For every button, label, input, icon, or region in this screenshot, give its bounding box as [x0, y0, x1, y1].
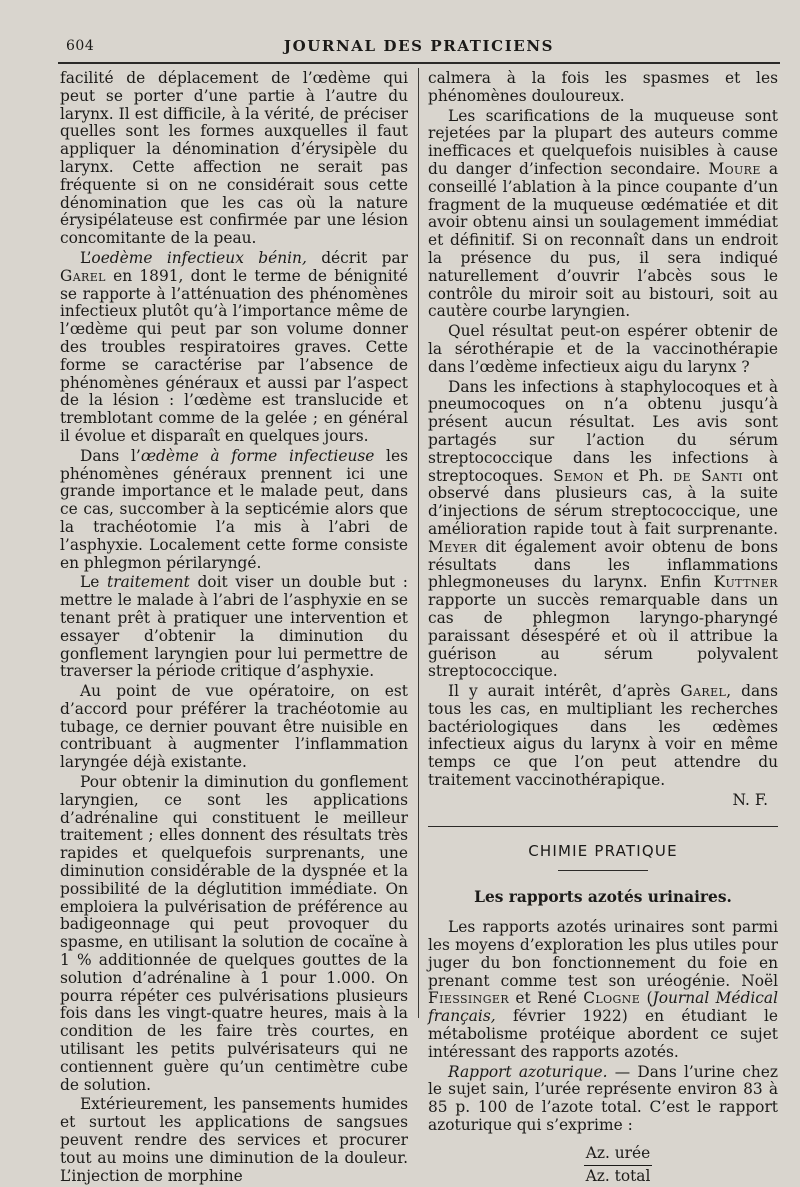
section-rule	[428, 826, 778, 827]
author-name: Meyer	[428, 537, 478, 556]
author-name: Garel	[60, 266, 106, 285]
formula-numerator: Az. urée	[584, 1145, 653, 1166]
right-paragraph-3: Quel résultat peut-on espérer obtenir de la sérothérapie et de la vaccinothérapie dans l’œdème infectieux aigu du larynx ?	[428, 322, 778, 376]
header-rule	[58, 62, 780, 64]
right-paragraph-7: Rapport azoturique. — Dans l’urine chez le sujet sain, l’urée représente environ 83 à 85 p. 100 de l’azote total. C’est le rapport azoturique qui s’exprime :	[428, 1062, 778, 1135]
right-column	[428, 70, 778, 1185]
formula-denominator: Az. total	[585, 1166, 651, 1185]
author-name: Clogne	[583, 989, 641, 1008]
author-name: de Santi	[673, 466, 743, 485]
column-divider	[418, 68, 419, 1018]
author-name: Kuttner	[713, 573, 778, 592]
author-name: Semon	[553, 466, 604, 485]
journal-reference: Journal Médical français,	[428, 989, 778, 1026]
azoturic-ratio-formula	[428, 1145, 778, 1186]
right-paragraph-1: calmera à la fois les spasmes et les phénomènes douloureux.	[428, 69, 778, 105]
right-paragraph-6: Les rapports azotés urinaires sont parmi les moyens d’exploration les plus utiles pour juger du bon fonctionnement du foie en prenant comme test son uréogénie. Noël Fiessinger et René Clogne (Journal Médical français, février 1922) en étudiant le métabolisme protéique abordent ce sujet intéressant des rapports azotés.	[428, 918, 778, 1061]
emphasis: traitement	[107, 573, 190, 592]
right-paragraph-5: Il y aurait intérêt, d’après Garel, dans tous les cas, en multipliant les recherches bactériologiques dans les œdèmes infectieux aigus du larynx à voir en même temps ce que l’on peut attendre du traitement vaccinothérapique.	[428, 682, 778, 790]
left-paragraph-7: Extérieurement, les pansements humides et surtout les applications de sangsues peuvent rendre des services et procurer tout au moins une diminution de la douleur. L’injection de morphine	[60, 1095, 408, 1185]
left-paragraph-2: L’oedème infectieux bénin, décrit par Garel en 1891, dont le terme de bénignité se rapporte à l’atténuation des phénomènes infectieux plutôt qu’à l’importance même de l’œdème qui peut par son volume donner des troubles respiratoires graves. Cette forme se caractérise par l’absence de phénomènes généraux et aussi par l’aspect de la lésion : l’œdème est translucide et tremblotant comme de la gelée ; en général il évolue et disparaît en quelques jours.	[60, 248, 408, 445]
left-column	[60, 70, 408, 1187]
emphasis: œdème à forme infectieuse	[140, 446, 375, 465]
author-name: Fiessinger	[428, 989, 510, 1008]
author-name: Garel	[680, 682, 727, 701]
emphasis: oedème infectieux bénin,	[91, 248, 307, 267]
left-paragraph-3: Dans l’œdème à forme infectieuse les phénomènes généraux prennent ici une grande importance et le malade peut, dans ce cas, succomber à la septicémie alors que la trachéotomie l’a mis à l’abri de l’asphyxie. Localement cette forme consiste en phlegmon périlaryngé.	[60, 446, 408, 572]
page-header	[58, 34, 780, 58]
signature-line	[428, 792, 778, 810]
subsection-heading: Rapport azoturique.	[448, 1062, 608, 1081]
section-title-underline	[558, 870, 648, 871]
right-paragraph-2: Les scarifications de la muqueuse sont rejetées par la plupart des auteurs comme inefficaces et quelquefois nuisibles à cause du danger d’infection secondaire. Moure a conseillé l’ablation à la pince coupante d’un fragment de la muqueuse œdématiée et dit avoir obtenu ainsi un soulagement immédiat et définitif. Si on reconnaît dans un endroit la présence du pus, il sera indiqué naturellement d’ouvrir l’abcès sous le contrôle du miroir soit au bistouri, soit au cautère courbe laryngien.	[428, 106, 778, 321]
article-title: Les rapports azotés urinaires.	[474, 888, 732, 907]
right-paragraph-4: Dans les infections à staphylocoques et à pneumocoques on n’a obtenu jusqu’à présent aucun résultat. Les avis sont partagés sur l’action du sérum streptococcique dans les infections à streptocoques. Semon et Ph. de Santi ont observé dans plusieurs cas, à la suite d’injections de sérum streptococcique, une amélioration rapide tout à fait surprenante. Meyer dit également avoir obtenu de bons résultats dans les inflammations phlegmoneuses du larynx. Enfin Kuttner rapporte un succès remarquable dans un cas de phlegmon laryngo-pharyngé paraissant désespéré et où il attribue la guérison au sérum polyvalent streptococcique.	[428, 377, 778, 681]
section-title: CHIMIE PRATIQUE	[528, 841, 678, 860]
left-paragraph-6: Pour obtenir la diminution du gonflement laryngien, ce sont les applications d’adrénaline qui constituent le meilleur traitement ; elles donnent des résultats très rapides et quelquefois surprenants, une diminution considérable de la dyspnée et la possibilité de la déglutition immédiate. On emploiera la pulvérisation de préférence au badigeonnage qui peut provoquer du spasme, en utilisant la solution de cocaïne à 1 % additionnée de quelques gouttes de la solution d’adrénaline à 1 pour 1.000. On pourra répéter ces pulvérisations plusieurs fois dans les vingt-quatre heures, mais à la condition de les faire très courtes, en utilisant les petits pulvérisateurs qui ne contiennent guère qu’un centimètre cube de solution.	[60, 773, 408, 1094]
author-name: Moure	[708, 159, 761, 178]
page-number: 604	[66, 38, 95, 54]
left-paragraph-1: facilité de déplacement de l’œdème qui peut se porter d’une partie à l’autre du larynx. Il est difficile, à la vérité, de préciser quelles sont les formes auxquelles il faut appliquer la dénomination d’érysipèle du larynx. Cette affection ne serait pas fréquente si on ne considérait sous cette dénomination que les cas où la nature érysipélateuse est confirmée par une lésion concomitante de la peau.	[60, 69, 408, 248]
journal-title: JOURNAL DES PRATICIENS	[283, 37, 555, 55]
left-paragraph-5: Au point de vue opératoire, on est d’accord pour préférer la trachéotomie au tubage, ce dernier pouvant être nuisible en contribuant à augmenter l’inflammation laryngée déjà existante.	[60, 682, 408, 772]
left-paragraph-4: Le traitement doit viser un double but : mettre le malade à l’abri de l’asphyxie en se tenant prêt à pratiquer une intervention et essayer d’obtenir la diminution du gonflement laryngien pour lui permettre de traverser la période critique d’asphyxie.	[60, 573, 408, 681]
signature: N. F.	[732, 790, 768, 809]
